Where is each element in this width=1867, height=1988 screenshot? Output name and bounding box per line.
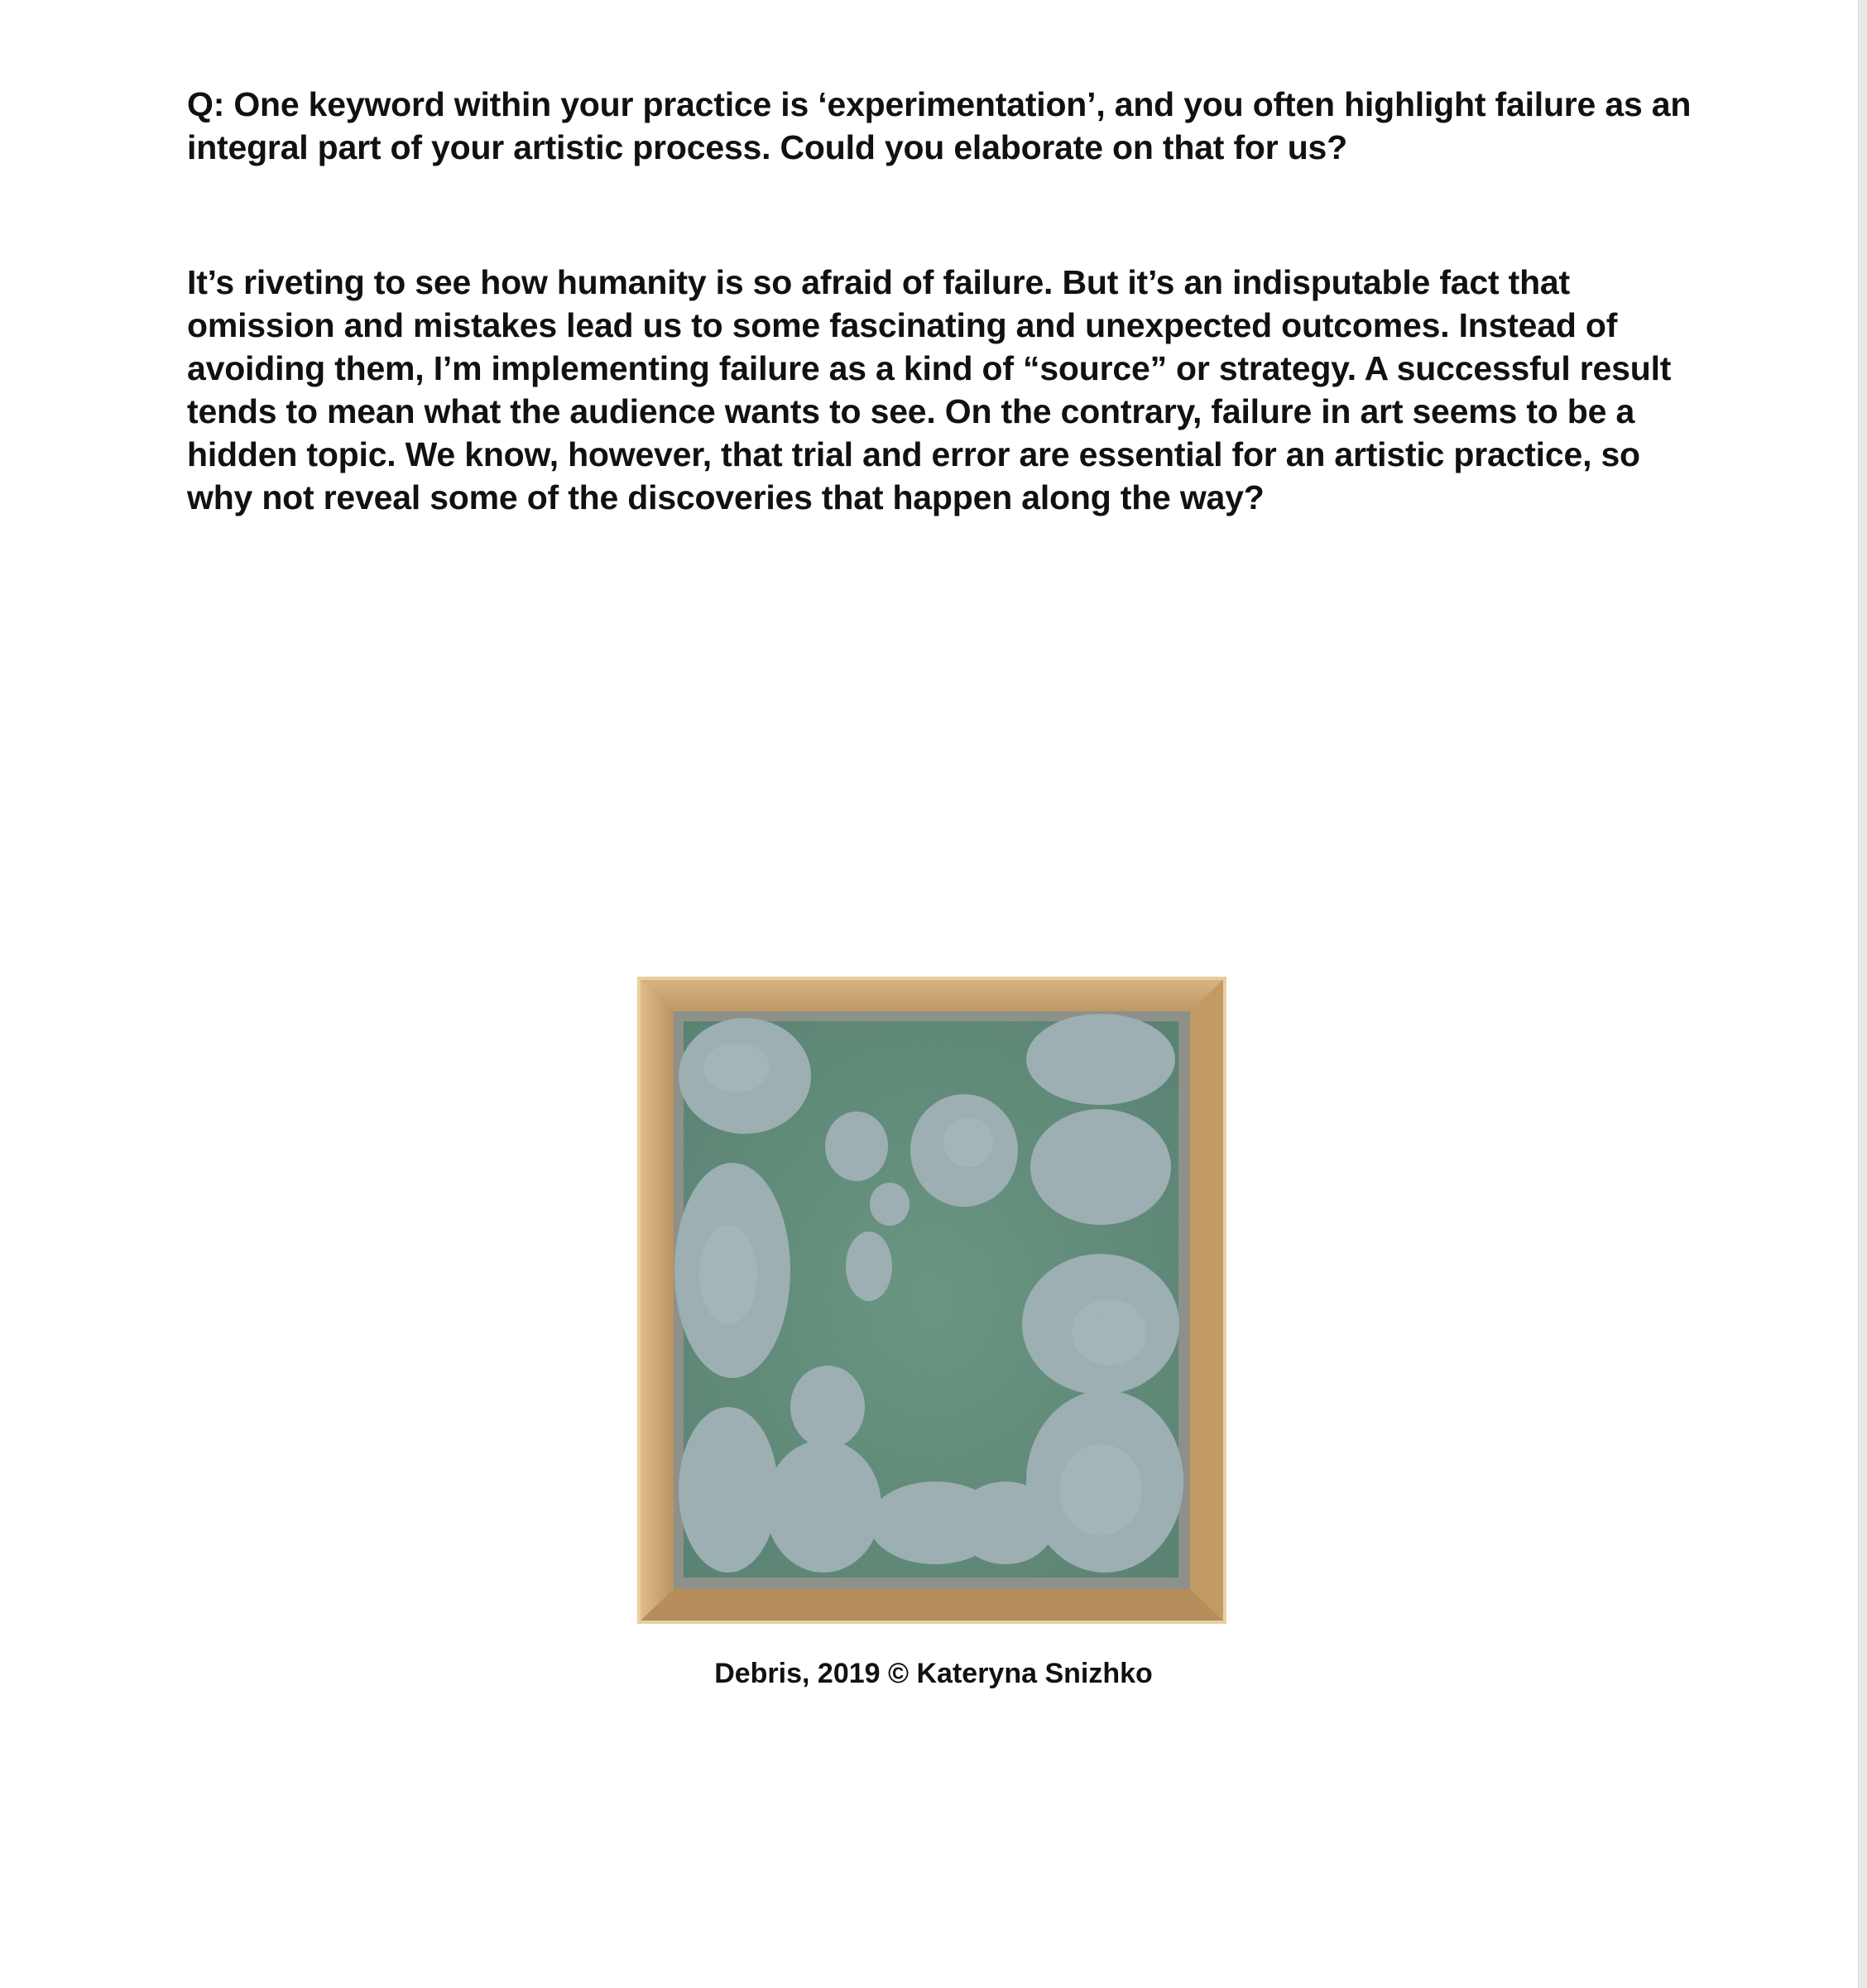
- artwork-debris-illustration: [637, 977, 1226, 1624]
- interview-question: Q: One keyword within your practice is ‘experimentation’, and you often highlight failure as an integral part of your artistic process. Could you elaborate on that for us?: [187, 85, 1692, 166]
- interview-answer: It’s riveting to see how humanity is so afraid of failure. But it’s an indisputable fact that omission and mistakes lead us to some fascinating and unexpected outcomes. Instead of avoiding them, I’m implementing failure as a kind of “source” or strategy. A successful result tends to mean what the audience wants to see. On the contrary, failure in art seems to be a hidden topic. We know, however, that trial and error are essential for an artistic practice, so why not reveal some of the discoveries that happen along the way?: [187, 263, 1672, 516]
- artwork-image: [637, 977, 1226, 1624]
- scrollbar-track[interactable]: [1858, 0, 1867, 1988]
- image-caption: Debris, 2019 © Kateryna Snizhko: [714, 1658, 1153, 1689]
